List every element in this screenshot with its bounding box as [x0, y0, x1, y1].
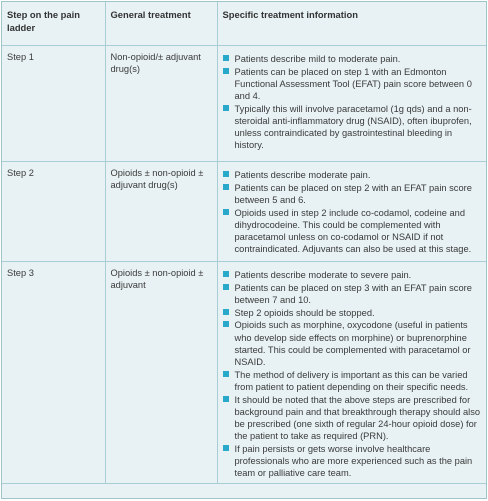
bullet-text: Opioids such as morphine, oxycodone (useful in patients who develop side effects on morphine) or buprenorphine started. This could be complemented with paracetamol or NSAID. [234, 320, 471, 367]
list-item [223, 369, 483, 393]
bullet-text: Patients describe mild to moderate pain. [234, 54, 401, 64]
step-cell: Step 2 [2, 162, 105, 262]
list-item [223, 443, 483, 480]
bullet-text: Patients describe moderate to severe pain. [234, 270, 412, 280]
treatment-bullet-list [223, 267, 483, 479]
bullet-square-icon [223, 371, 229, 377]
specific-treatment-cell [217, 46, 486, 162]
list-item [223, 66, 483, 103]
list-item [223, 269, 483, 281]
bullet-square-icon [223, 171, 229, 177]
step-cell: Step 1 [2, 46, 105, 162]
bullet-square-icon [223, 209, 229, 215]
bullet-square-icon [223, 105, 229, 111]
general-treatment-cell: Opioids ± non-opioid ± adjuvant [105, 262, 217, 484]
step-cell: Step 3 [2, 262, 105, 484]
list-item [223, 53, 483, 65]
header-general-treatment: General treatment [105, 2, 217, 46]
bullet-text: Patients can be placed on step 3 with an EFAT pain score between 7 and 10. [234, 282, 472, 305]
bullet-text: Patients can be placed on step 1 with an Edmonton Functional Assessment Tool (EFAT) pain score between 0 and 4. [234, 66, 472, 102]
bullet-square-icon [223, 309, 229, 315]
bullet-square-icon [223, 284, 229, 290]
list-item [223, 182, 483, 206]
bullet-square-icon [223, 184, 229, 190]
bullet-text: The method of delivery is important as this can be varied from patient to patient depending on their specific needs. [234, 369, 469, 392]
treatment-bullet-list [223, 51, 483, 152]
table-row-step-2 [2, 162, 486, 262]
general-treatment-cell: Opioids ± non-opioid ± adjuvant drug(s) [105, 162, 217, 262]
specific-treatment-cell [217, 162, 486, 262]
list-item [223, 169, 483, 181]
general-treatment-cell: Non-opioid/± adjuvant drug(s) [105, 46, 217, 162]
bullet-text: Patients describe moderate pain. [234, 170, 371, 180]
bullet-square-icon [223, 55, 229, 61]
specific-treatment-cell [217, 262, 486, 484]
header-specific-treatment: Specific treatment information [217, 2, 486, 46]
bullet-square-icon [223, 445, 229, 451]
bullet-text: Step 2 opioids should be stopped. [234, 307, 375, 318]
pain-ladder-document [1, 1, 487, 499]
table-row-step-1 [2, 46, 486, 162]
bullet-text: Typically this will involve paracetamol (1g qds) and a non-steroidal anti-inflammatory drug (NSAID), often ibuprofen, unless contraindicated by gastrointestinal bleeding in history. [234, 103, 472, 151]
table-row-step-3 [2, 262, 486, 484]
list-item [223, 207, 483, 256]
list-item [223, 394, 483, 443]
bullet-square-icon [223, 271, 229, 277]
bullet-text: Opioids used in step 2 include co-codamol, codeine and dihydrocodeine. This could be complemented with paracetamol unless on co-codamol or NSAID if not contraindicated. Adjuvants can also be used at this stage. [234, 207, 472, 255]
bullet-square-icon [223, 68, 229, 74]
bullet-text: If pain persists or gets worse involve healthcare professionals who are more experienced such as the pain team or palliative care team. [234, 443, 473, 479]
bullet-square-icon [223, 321, 229, 327]
list-item [223, 307, 483, 319]
list-item [223, 282, 483, 306]
list-item [223, 103, 483, 152]
pain-ladder-table [2, 2, 486, 484]
treatment-bullet-list [223, 167, 483, 255]
bullet-square-icon [223, 396, 229, 402]
list-item [223, 319, 483, 368]
header-step: Step on the pain ladder [2, 2, 105, 46]
bullet-text: It should be noted that the above steps are prescribed for background pain and that breakthrough therapy should also be prescribed (one sixth of regular 24-hour opioid dose) for the patient to take as required (PRN). [234, 394, 481, 442]
table-header-row [2, 2, 486, 46]
bullet-text: Patients can be placed on step 2 with an EFAT pain score between 5 and 6. [234, 182, 472, 205]
